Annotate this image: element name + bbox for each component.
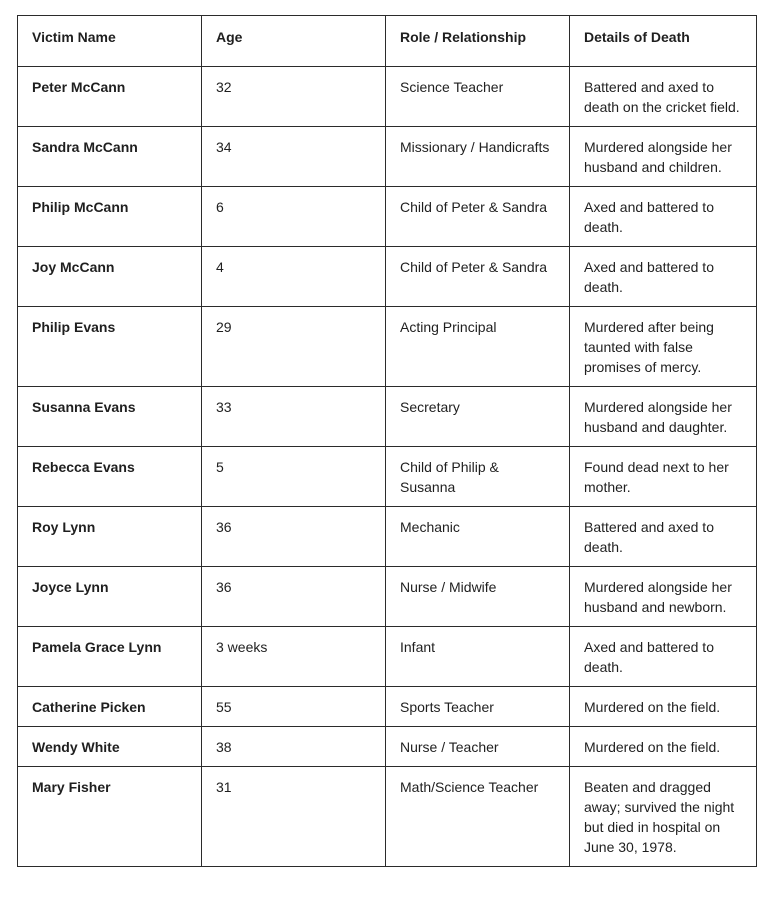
details-cell: Murdered on the field.	[570, 687, 757, 727]
role-cell: Child of Philip & Susanna	[386, 447, 570, 507]
age-cell: 34	[202, 127, 386, 187]
victim-name-cell: Peter McCann	[18, 67, 202, 127]
age-cell: 33	[202, 387, 386, 447]
victim-name-cell: Philip Evans	[18, 307, 202, 387]
victim-name-cell: Mary Fisher	[18, 767, 202, 867]
age-cell: 55	[202, 687, 386, 727]
table-row	[18, 187, 757, 247]
age-cell: 6	[202, 187, 386, 247]
details-cell: Murdered on the field.	[570, 727, 757, 767]
role-cell: Child of Peter & Sandra	[386, 187, 570, 247]
role-cell: Science Teacher	[386, 67, 570, 127]
role-cell: Mechanic	[386, 507, 570, 567]
role-cell: Infant	[386, 627, 570, 687]
table-row	[18, 507, 757, 567]
age-cell: 32	[202, 67, 386, 127]
details-cell: Murdered after being taunted with false promises of mercy.	[570, 307, 757, 387]
age-cell: 3 weeks	[202, 627, 386, 687]
table-row	[18, 767, 757, 867]
victim-name-cell: Rebecca Evans	[18, 447, 202, 507]
age-cell: 5	[202, 447, 386, 507]
header-victim-name: Victim Name	[18, 16, 202, 67]
victim-name-cell: Sandra McCann	[18, 127, 202, 187]
victim-name-cell: Pamela Grace Lynn	[18, 627, 202, 687]
role-cell: Nurse / Midwife	[386, 567, 570, 627]
victim-name-cell: Joy McCann	[18, 247, 202, 307]
details-cell: Murdered alongside her husband and newborn.	[570, 567, 757, 627]
role-cell: Nurse / Teacher	[386, 727, 570, 767]
role-cell: Missionary / Handicrafts	[386, 127, 570, 187]
age-cell: 36	[202, 507, 386, 567]
table-row	[18, 447, 757, 507]
role-cell: Child of Peter & Sandra	[386, 247, 570, 307]
details-cell: Murdered alongside her husband and daughter.	[570, 387, 757, 447]
table-row	[18, 727, 757, 767]
table-row	[18, 567, 757, 627]
victims-table	[17, 15, 757, 867]
table-row	[18, 307, 757, 387]
role-cell: Secretary	[386, 387, 570, 447]
details-cell: Beaten and dragged away; survived the night but died in hospital on June 30, 1978.	[570, 767, 757, 867]
victim-name-cell: Roy Lynn	[18, 507, 202, 567]
details-cell: Found dead next to her mother.	[570, 447, 757, 507]
victim-name-cell: Philip McCann	[18, 187, 202, 247]
table-row	[18, 247, 757, 307]
victim-name-cell: Wendy White	[18, 727, 202, 767]
role-cell: Math/Science Teacher	[386, 767, 570, 867]
role-cell: Acting Principal	[386, 307, 570, 387]
table-row	[18, 687, 757, 727]
details-cell: Battered and axed to death.	[570, 507, 757, 567]
details-cell: Murdered alongside her husband and children.	[570, 127, 757, 187]
age-cell: 31	[202, 767, 386, 867]
table-row	[18, 627, 757, 687]
details-cell: Axed and battered to death.	[570, 187, 757, 247]
age-cell: 29	[202, 307, 386, 387]
victim-name-cell: Susanna Evans	[18, 387, 202, 447]
table-row	[18, 127, 757, 187]
details-cell: Axed and battered to death.	[570, 627, 757, 687]
victim-name-cell: Catherine Picken	[18, 687, 202, 727]
age-cell: 38	[202, 727, 386, 767]
age-cell: 36	[202, 567, 386, 627]
details-cell: Axed and battered to death.	[570, 247, 757, 307]
header-row	[18, 16, 757, 67]
details-cell: Battered and axed to death on the cricket field.	[570, 67, 757, 127]
header-role: Role / Relationship	[386, 16, 570, 67]
victim-name-cell: Joyce Lynn	[18, 567, 202, 627]
role-cell: Sports Teacher	[386, 687, 570, 727]
header-details: Details of Death	[570, 16, 757, 67]
header-age: Age	[202, 16, 386, 67]
age-cell: 4	[202, 247, 386, 307]
table-row	[18, 67, 757, 127]
table-row	[18, 387, 757, 447]
